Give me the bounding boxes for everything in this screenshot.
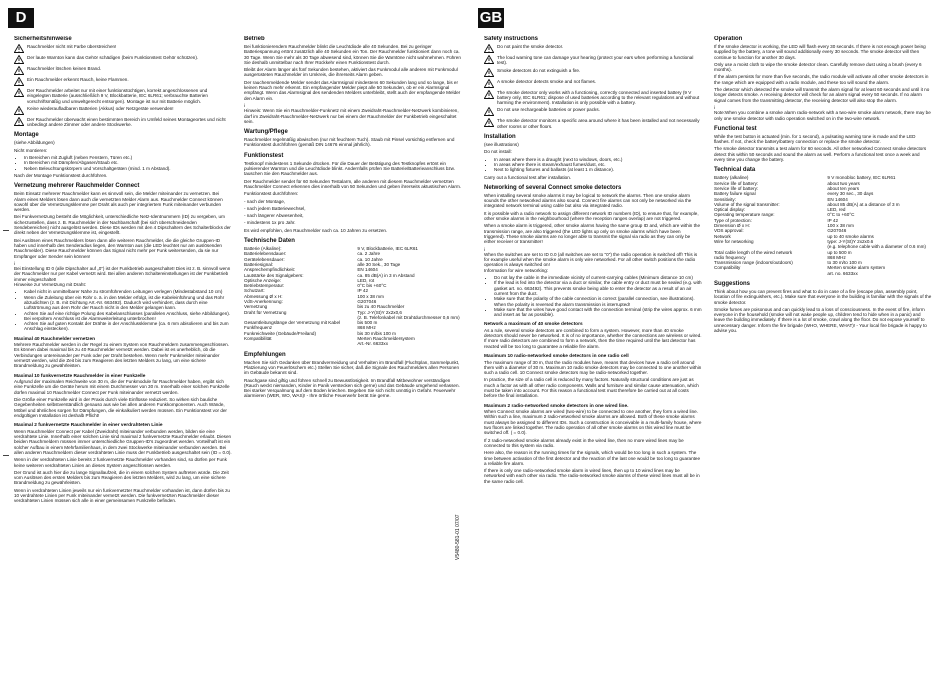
bullet-list bbox=[484, 157, 702, 173]
spec-key: Network bbox=[714, 233, 731, 239]
warning-text: The smoke detector only works with a functioning, correctly connected and inserted battery (9 V battery only, IEC 6LR61; dispose of used batteries according to the relevant regulations and without harming the environment). Installation is only possible with a battery. bbox=[497, 89, 700, 106]
paragraph: Think about how you can prevent fires and what to do in case of a fire (escape plan, assembly point, location of fire extinguishers, etc.). Make sure that everyone in the building is familiar with the signals of the smoke detector. bbox=[714, 288, 932, 305]
section-title: Technische Daten bbox=[244, 238, 295, 245]
warning-icon bbox=[14, 55, 24, 64]
spec-value: alle 30 Sek., 30 Tage bbox=[357, 261, 401, 267]
paragraph: Bei funktionierendem Rauchmelder blinkt die Leuchtdiode alle 40 Sekunden. Bei zu geringer Batteriespannung ertönt zusätzlich alle 40 Sekunden ein Ton. Der Rauchmelder funktioniert dann noch ca. 30 Tage. Wenn Sie mehr als 30 Tage abwesend sind, können Sie die Warntöne nicht wahrnehmen. Führen Sie deshalb unmittelbar nach Ihrer Rückkehr einen Funktionstest durch. bbox=[244, 44, 461, 65]
spec-value: bis 500 m bbox=[357, 320, 378, 326]
paragraph: Nach der Montage Funktionstest durchführen. bbox=[14, 172, 108, 178]
spec-value: ca. 2 Jahre bbox=[357, 251, 381, 257]
section bbox=[484, 36, 702, 129]
paragraph: The maximum range of 30 m, that the radio modules have, means that devices have a radio cell around them with a diameter of 30 m. Maximum 10 radio smoke detectors may be connected to one another within such a radio cell. 10 Connect smoke detectors may be radio-networked together. bbox=[484, 359, 702, 376]
paragraph: Der rauchenmeldende Melder sendet das Alarmsignal mindestens 60 Sekunden lang und so lange, bis er keinen Rauch mehr erkennt. Ein empfangender Melder piept alle 50 Sekunden, ob er ein Alarmsignal empfängt. Wenn das Alarmsignal des sendenden Melders unterbleibt, stellt auch der empfangende Melder den Alarm ein. bbox=[244, 79, 461, 101]
warning-icon bbox=[14, 88, 24, 97]
subsection-title: Maximal 10 funkvernetzte Rauchmelder in einer Funkzelle bbox=[14, 373, 146, 379]
subsection-title: Maximal 40 Rauchmelder vernetzen bbox=[14, 336, 96, 342]
section-title: Montage bbox=[14, 132, 39, 139]
section bbox=[714, 167, 932, 276]
warning-text: Do not use rechargeable batteries or power packs. bbox=[497, 107, 600, 113]
spec-key: Lautstärke des Signalgebers: bbox=[244, 272, 304, 278]
bullet-list bbox=[14, 155, 232, 171]
warning-item bbox=[484, 55, 702, 66]
paragraph: Machen Sie sich Gedanken über Brandvermeidung und Verhalten im Brandfall (Fluchtplan, Sammelpunkt, Platzierung von Feuerlöschern etc.) Stellen Sie sicher, daß die Signale des Rauchmelders allen Personen im Gebäude bekannt sind. bbox=[244, 359, 460, 376]
warning-text: Keine wiederaufladbaren Batterien (Akkus) oder Netzgeräte verwenden! bbox=[27, 105, 174, 111]
spec-row bbox=[244, 341, 462, 346]
paragraph: Bei Auslösen eines Rauchmelders lösen dann alle weiteren Rauchmelder, die die gleiche Gruppen-ID haben und innerhalb des Senderadius liegen, den Warnton aus (die LED leuchtet nur am auslösenden Rauchmelder). Diese Rauchmelder können das Signal nicht mehr per Funk weitersenden, da sie nur Empfänger oder Sender sein können! bbox=[14, 237, 222, 259]
section bbox=[244, 153, 462, 233]
warning-text: A smoke detector detects smoke and not flames. bbox=[497, 78, 597, 84]
section-title: Technical data bbox=[714, 167, 756, 174]
warning-text: Ein Rauchmelder erkennt Rauch, keine Flammen. bbox=[27, 77, 129, 82]
paragraph: When installing several smoke alarms it may be logical to network the alarms. Then one smoke alarm sounds the other networked alarms also sound. Connect fire alarms can not only be networked via the integrated network terminal using cable but also via integrated radio. bbox=[484, 192, 692, 209]
paragraph: When Connect smoke alarms are wired (two-wire) to be connected to one another, they form a wired line. Within such a line, maximum 2 radio-networked smoke alarms are allowed. Both of these smoke alarms must always be assigned to different IDs. Such a construction is conceivable in a multi-family house, where two floors are linked together. The radio operation of all other smoke alarms on this wired line must be switched off. ( = 0.0). bbox=[484, 409, 702, 436]
paragraph: Nicht montieren: bbox=[14, 147, 48, 153]
spec-row bbox=[714, 271, 932, 276]
spec-key: Service life of battery: bbox=[714, 185, 759, 191]
warning-item bbox=[484, 90, 702, 106]
spec-value: up to 500 m bbox=[827, 249, 852, 255]
de-column-2 bbox=[244, 36, 462, 672]
section bbox=[484, 404, 702, 484]
paragraph: - nach längerer Abwesenheit, bbox=[244, 213, 304, 219]
warning-icon bbox=[484, 79, 494, 88]
spec-value: ca. 85 dB(A) in 3 m Abstand bbox=[357, 272, 415, 278]
spec-value: IP 42 bbox=[357, 288, 369, 294]
warning-icon bbox=[484, 55, 494, 64]
section bbox=[714, 126, 932, 162]
paragraph: Rauchgase sind giftig und führen schnell zu Bewusstlosigkeit. Im Brandfall Mitbewohner verständigen (Rauch weckt niemanden, Kinder in Panik verstecken sich gerne) und das Gebäude umgehend verlassen. Bei starker Verqualmung auf dem Boden kriechen. Begeben Sie sich nicht unnötig in Gefahr. Feuerwehr alarmieren (WER, WO, WAS)! - Ihre örtliche Feuerwehr berät Sie gerne. bbox=[244, 377, 460, 399]
info-note bbox=[244, 103, 462, 124]
spec-key: Service life of battery: bbox=[714, 180, 759, 186]
paragraph: Mehrere Rauchmelder werden in der Regel zu einem System von Rauchmeldern zusammengeschlossen. Es können dabei maximal bis zu 40 Rauchmelder vernetzt werden. Dabei ist es unerheblich, ob die Verbindungen untereinander per Funk oder per Draht bestehen. Wenn mehr Funkmelder miteinander vernetzt werden, wird die Zeit bis zum Reagieren des letzten Melders zu lang, um eine sichere Brandmeldung zu gewährleisten. bbox=[14, 342, 229, 369]
spec-key: Funkreichweite (Gebäude/Freiland) bbox=[244, 330, 317, 336]
spec-value: type: J-Y(St)Y 2x2x0.6 bbox=[827, 238, 874, 244]
spec-value: Typ: J-Y(St)Y 2x2x0,6 bbox=[357, 309, 402, 315]
gb-column-2 bbox=[714, 36, 932, 672]
section bbox=[244, 352, 462, 399]
section bbox=[244, 36, 462, 124]
list-item: • Make sure that the wires have good contact with the connection terminal (strip the wires approx. 6 mm and insert as far as possible). bbox=[494, 307, 702, 318]
list-item: • Make sure that the polarity of the cable connection is correct (parallel connection, see illustrations). When the polarity is reversed the alarm transmission is interrupted! bbox=[494, 296, 702, 307]
warning-text: Rauchmelder löschen keinen Brand. bbox=[27, 66, 102, 71]
section-title: Installation bbox=[484, 134, 516, 141]
warning-icon bbox=[14, 117, 24, 126]
paragraph: When a smoke alarm is triggered, other smoke alarms having the same group ID and, which are within the transmission range, are also triggered (the LED lights up only on smoke alarms which have been triggered). These smoke alarms are no longer able to transmit the signal via radio as they can only be either receiver or transmitter! bbox=[484, 223, 701, 245]
warning-text: Der Rauchmelder überwacht einen bestimmten Bereich im Umfeld seines Montageortes und nicht unbedingt andere Zimmer oder andere Stockwerke. bbox=[27, 116, 226, 128]
warning-icon bbox=[484, 68, 494, 77]
section bbox=[484, 322, 702, 349]
spec-value: about ten years bbox=[827, 185, 860, 191]
spec-key: Type of protection: bbox=[714, 217, 752, 223]
info-note bbox=[484, 247, 702, 268]
paragraph: The smoke detector transmits a test alarm for 60 seconds. All other networked Connect smoke detectors detect this within 50 seconds and sound the alarm as well. Perform a functional test once a week and every time you change the battery. bbox=[714, 146, 927, 163]
paragraph: Aufgrund der maximalen Reichweite von 30 m, die der Funkmodule für Rauchmelder haben, ergibt sich eine Funkzelle um die Geräte herum mit einem Durchmesser von 30 m. Innerhalb einer solchen Funkzelle dürfen maximal 10 Rauchmelder Connect per Funk miteinander vernetzt werden. bbox=[14, 379, 230, 395]
section-title: Betrieb bbox=[244, 36, 265, 42]
section-title: Safety instructions bbox=[484, 36, 539, 42]
paragraph: - nach der Montage, bbox=[244, 198, 286, 204]
spec-value: 868 MHz bbox=[827, 254, 846, 260]
spec-value: every 30 sec., 30 days bbox=[827, 191, 874, 197]
spec-key: VdS-Anerkennung: bbox=[244, 298, 283, 304]
spec-value: 9 V monobloc battery, IEC 6LR61 bbox=[827, 175, 896, 181]
spec-key: Battery (alkaline) bbox=[714, 175, 749, 181]
spec-key: Batterie (Alkaline): bbox=[244, 246, 282, 252]
section bbox=[244, 129, 462, 148]
warning-item bbox=[14, 55, 232, 64]
spec-key: Optical display: bbox=[714, 207, 746, 213]
spec-key: Vernetzung bbox=[244, 304, 268, 310]
spec-key: Betriebstemperatur: bbox=[244, 283, 285, 289]
section bbox=[14, 183, 232, 331]
paragraph: - mindestens 1x pro Jahr. bbox=[244, 220, 296, 226]
spec-key bbox=[244, 341, 357, 346]
list-item: • In Bereichen mit Dämpfen/Abgasen/Staub etc. bbox=[24, 160, 232, 165]
paragraph: Only use a moist cloth to wipe the smoke detector clean. Carefully remove dust using a brush (every 6 months). bbox=[714, 61, 922, 73]
spec-key: Ansprechempfindlichkeit: bbox=[244, 267, 296, 273]
section bbox=[14, 423, 232, 503]
paragraph: Testknopf mindestens 1 Sekunde drücken. Für die Dauer der Betätigung des Testknopfes ertönt ein pulsierender Warnton und die Leuchtdiode blinkt. Andernfalls prüfen Sie Batterie/Batterieanschluss bzw. tauschen Sie den Rauchmelder aus. bbox=[244, 160, 456, 177]
section-title: Networking of several Connect smoke detectors bbox=[484, 184, 622, 191]
spec-key: Compatibility bbox=[714, 265, 741, 271]
list-item: • In Bereichen mit Zugluft (neben Fenstern, Türen etc.) bbox=[24, 155, 232, 160]
spec-key: Total cable length of the wired network bbox=[714, 249, 793, 255]
list-item: • In areas where there is steam/exhaust fumes/dust, etc. bbox=[494, 162, 702, 167]
paragraph: Do not install: bbox=[484, 149, 512, 155]
section bbox=[244, 238, 462, 347]
warning-item bbox=[14, 117, 232, 128]
subsection-title: Maximum 10 radio-networked smoke detectors in one radio cell bbox=[484, 354, 629, 360]
spec-value: about two years bbox=[827, 180, 860, 186]
warning-item bbox=[14, 44, 232, 53]
warning-text: Rauchmelder nicht mit Farbe überstreichen! bbox=[27, 44, 117, 49]
info-icon: i bbox=[714, 104, 716, 110]
paragraph: The detector which detected the smoke will transmit the alarm signal for at least 60 seconds and until it no longer detects smoke. A receiving detector will check for an alarm signal every 50 seconds. If no alarm signal comes from the transmitting detector, the receiving detector will also stop the alarm. bbox=[714, 87, 930, 103]
warning-icon bbox=[14, 66, 24, 75]
warning-item bbox=[484, 107, 702, 116]
section-title: Vernetzung mehrerer Rauchmelder Connect bbox=[14, 183, 140, 190]
spec-key: Batterielebensdauer: bbox=[244, 251, 287, 257]
spec-value: 9 V, Blockbatterie, IEC 6LR61 bbox=[357, 246, 418, 252]
paragraph: Die Größe einer Funkzelle wird in der Praxis durch viele Einflüsse reduziert. So wirken sich bauliche Gegebenheiten selbstverständlich genauso aus wie bei allen anderen Funkkomponenten. Auch Wände, Möbel und ähnliches sorgen für Dämpfungen, die einkalkuliert werden müssen. Ein Funktionstest vor der endgültigen Installation ist deshalb Pflicht! bbox=[14, 397, 227, 418]
warning-icon bbox=[14, 106, 24, 115]
section-title: Functional test bbox=[714, 125, 757, 132]
spec-value: (z. B. Telefonkabel mit Drahtdurchmesser 0,6 mm) bbox=[357, 314, 460, 320]
warning-icon bbox=[484, 107, 494, 116]
list-item: • Neben Beleuchtungskörpern und Vorschaltgeräten (mind. 1 m Abstand). bbox=[24, 166, 232, 171]
info-note-text: Bei Einstellung ID 0 (alle Dipschalter auf „0“) ist der Funkbetrieb ausgeschaltet! Dies ist z. B. sinnvoll wenn der Rauchmelder nur per Kabel vernetzt wird. Bei allen anderen Schaltereinstellungen ist der Funkbetrieb immer eingeschaltet! bbox=[14, 266, 231, 282]
paragraph: If there is only one radio-networked smoke alarm in wired lines, then up to 10 wired lines may be networked with each other via radio. The radio-networked smoke alarms of these wired lines must all be in the same radio cell. bbox=[484, 468, 700, 484]
paragraph: Hinweise zur Vernetzung mit Draht: bbox=[14, 282, 86, 288]
paragraph: Smoke fumes are poisonous and can quickly lead to a loss of consciousness. In the event of fire, inform everyone in the household (smoke will not wake people up, children tend to hide when in a panic) and leave the building immediately. If there is a lot of smoke, crawl along the floor. Do not expose yourself to unnecessary danger. Inform the fire brigade (WHO, WHERE, WHAT)! - Your local fire brigade is happy to advise you. bbox=[714, 306, 927, 334]
list-item: • Achten Sie auf guten Kontakt der Drähte in der Anschlussklemme (ca. 6 mm abisolieren und bis zum Anschlag einstecken). bbox=[24, 321, 232, 332]
spec-key: Kompatibilität bbox=[244, 336, 272, 342]
spec-value: LED, red bbox=[827, 207, 846, 213]
spec-key: Wire for networking bbox=[714, 238, 754, 244]
info-icon: i bbox=[484, 246, 486, 252]
section-title: Sicherheitshinweise bbox=[14, 36, 72, 42]
list-item: • Do not lay the cable in the immediate vicinity of current-carrying cables (Minimum distance 10 cm) bbox=[494, 275, 702, 280]
warning-item bbox=[14, 88, 232, 104]
spec-value: 0°C bis +60°C bbox=[357, 283, 387, 289]
paragraph: It is possible with a radio network to assign different network ID numbers (ID), to ensure that, for example, other smoke alarms in the neighbourhood (where the reception ranges overlap) are not triggered. bbox=[484, 210, 699, 222]
paragraph: If the smoke detector is working, the LED will flash every 30 seconds. If there is not enough power being supplied by the battery, a tone will sound additionally every 30 seconds. The smoke detector will then continue to function for another 30 days. bbox=[714, 44, 926, 60]
spec-key: VDS approval: bbox=[714, 228, 744, 234]
spec-value: EN 14604 bbox=[827, 196, 848, 202]
paragraph: While the test button is actuated (min. for 1 second), a pulsating warning tone is made and the LED flashes. If not, check the battery/battery connection or replace the smoke detector. bbox=[714, 133, 916, 145]
section bbox=[14, 374, 232, 419]
subsection-title: Network a maximum of 40 smoke detectors bbox=[484, 322, 583, 328]
list-item: • Achten Sie auf eine richtige Polung des Kabelanschlusses (parallelen Anschluss, siehe Abbildungen). Bei verpoltem Anschluss ist die Alarmweiterleitung unterbrochen! bbox=[24, 311, 232, 322]
warning-item bbox=[14, 66, 232, 75]
warning-item bbox=[14, 77, 232, 86]
spec-value: bis 30 m/bis 100 m bbox=[357, 330, 396, 336]
paragraph: (siehe Abbildungen) bbox=[14, 140, 55, 146]
section bbox=[484, 185, 702, 318]
spec-value: Merten smoke alarm system bbox=[827, 265, 886, 271]
warning-item bbox=[484, 44, 702, 53]
spec-key: Dimension Ø x H: bbox=[714, 223, 750, 229]
info-note bbox=[714, 105, 932, 121]
spec-value: 0°C to +60°C bbox=[827, 212, 855, 218]
warning-item bbox=[484, 79, 702, 88]
spec-key: Optische Anzeige: bbox=[244, 277, 282, 283]
warning-text: Der Rauchmelder arbeitet nur mit einer funktionstüchtigen, korrekt angeschlossenen und eingelegten Batterie (ausschließlich 9 V, Blockbatterie, IEC 6LR61; verbrauchte Batterien vorschriftsmäßig und umweltgerecht entsorgen). Montage ist nur mit Batterie möglich. bbox=[27, 88, 208, 104]
spec-value: IP 42 bbox=[827, 217, 839, 223]
paragraph: Der Grund ist auch hier die zu lange Signallaufzeit, die in einem solchen System auftreten würde. Die Zeit vom Auslösen des ersten Melders bis zum Reagieren des letzten Melders, wird zu lang, um eine sichere Brandmeldung zu gewährleisten. bbox=[14, 469, 229, 486]
info-note-text: Note:When you combine a smoke alarm radio-network with a two-wire smoke alarm network, there may be only one smoke detector with radio operation switched on in the two-wire network. bbox=[714, 110, 931, 121]
spec-table bbox=[714, 175, 932, 276]
warning-item bbox=[484, 118, 702, 129]
paragraph: Bei Funkvernetzung besteht die Möglichkeit, unterschiedliche Netz-Identnummern (ID) zu vergeben, um sicherzustellen, dass z. B. Rauchmelder in der Nachbarschaft (bei sich überschneidenden Sendebereichen) nicht ausgelöst werden. Diese IDs werden mit den 4 Dipschaltern des Schalterblocks der direkt neben der Vernetzungsklemme ist, eingestellt. bbox=[14, 214, 231, 236]
spec-value: LED, rot bbox=[357, 277, 375, 283]
section bbox=[14, 132, 232, 178]
spec-key bbox=[714, 271, 827, 276]
paragraph: Es wird empfohlen, den Rauchmelder nach ca. 10 Jahren zu ersetzen. bbox=[244, 227, 388, 233]
warning-text: Der laute Warnton kann das Gehör schädigen (beim Funktionstest Gehör schützen). bbox=[27, 55, 199, 60]
paragraph: If the alarm persists for more than five seconds, the radio module will activate all other smoke detectors in the range which are equipped with a radio module, and these too will sound the alarm. bbox=[714, 74, 929, 85]
section bbox=[714, 281, 932, 333]
paragraph: In practice, the size of a radio cell is reduced by many factors. Naturally structural conditions are just as much a factor as with all other radio components. Walls and furniture and similar cause attenuation, which must be taken into account. For this reason a functional test must therefore be carried out at all costs before the final installation. bbox=[484, 377, 699, 399]
section bbox=[14, 337, 232, 369]
paragraph: Carry out a functional test after installation. bbox=[484, 174, 572, 180]
bullet-list bbox=[484, 275, 702, 317]
paragraph: Bleibt der Alarm länger als fünf Sekunden bestehen, aktiviert das Funkmodul alle anderen mit Funkmodul ausgerüsteten Rauchmelder im Umkreis, die ihrerseits Alarm geben. bbox=[244, 67, 458, 78]
spec-value: EN 14604 bbox=[357, 267, 378, 273]
document-code: V5480-581-01 07/07 bbox=[455, 514, 461, 560]
section bbox=[484, 354, 702, 399]
paragraph: As a rule, several smoke detectors are combined to form a system. However, more than 40 smoke detectors should never be networked. It is of no importance, whether the connections are wireless or wired. If more radio detectors are combined to form a network, then the time required until the last detector has reacted will be too long to guarantee a reliable fire alarm. bbox=[484, 327, 702, 349]
list-item: • Next to lighting fixtures and ballasts (at least 1 m distance). bbox=[494, 167, 702, 172]
bullet-list bbox=[14, 289, 232, 331]
spec-key: Abmessung Ø x H: bbox=[244, 293, 283, 299]
section-title: Suggestions bbox=[714, 280, 751, 287]
spec-value: 868 MHz bbox=[357, 325, 376, 331]
warning-icon bbox=[484, 118, 494, 127]
spec-key: Transmission range (indoors/outdoors) bbox=[714, 260, 793, 266]
spec-key: Gerätelebensdauer: bbox=[244, 256, 285, 262]
paragraph: Wenn Rauchmelder Connect per Kabel (Zweidraht) miteinander verbunden werden, bilden sie eine verdrahtete Linie. Innerhalb einer solchen Linie sind maximal 2 funkvernetzte Rauchmelder erlaubt. Diesen beiden Rauchmeldern müssen immer unterschiedliche Gruppen-ID's zugeordnet werden. Vorteilhaft ist ein solcher Aufbau in einem Mehrfamilienhaus, in dem zwei Stockwerke miteinander verbunden werden. Bei allen anderen Rauchmeldern dieser verdrahteten Linie muss der Funkbetrieb ausgeschaltet sein (ID = 0.0). bbox=[14, 428, 232, 455]
paragraph: If 2 radio-networked smoke alarms already exist in the wired line, then no more wired lines may be connected to this system via radio. bbox=[484, 437, 684, 448]
list-item: • In areas where there is a draught (next to windows, doors, etc.) bbox=[494, 157, 702, 162]
list-item: • Kabel nicht in unmittelbarer Nähe zu stromführenden Leitungen verlegen (Mindestabstand 10 cm) bbox=[24, 289, 232, 294]
warning-text: The loud warning tone can damage your hearing (protect your ears when performing a functional test). bbox=[497, 55, 694, 66]
section-title: Funktionstest bbox=[244, 152, 284, 159]
warning-icon bbox=[14, 44, 24, 53]
warning-icon bbox=[484, 90, 494, 99]
spec-value: G207046 bbox=[357, 298, 377, 304]
warning-item bbox=[484, 68, 702, 77]
paragraph: Wenn in der verdrahteten Linie bereits 2 funkvernetzte Rauchmelder vorhanden sind, so dürfen per Funk keine weiteren verdrahteten Linien an dieses System angeschlossen werden. bbox=[14, 457, 227, 468]
spec-key: Draht für Vernetzung bbox=[244, 309, 287, 315]
section-title: Empfehlungen bbox=[244, 351, 286, 358]
section-title: Operation bbox=[714, 36, 743, 42]
subsection-title: Maximal 2 funkvernetzte Rauchmelder in einer verdrahteten Linie bbox=[14, 423, 163, 429]
spec-key: Batteriesignal: bbox=[244, 261, 274, 267]
paragraph: Wenn in verdrahteten Linien jeweils nur ein funkvernetzter Rauchmelder vorhanden ist, dann dürfen bis zu 10 verdrahtete Linien per Funk miteinander vernetzt werden. Die funkvernetzten Rauchmelder dieser verdrahteten Linien müssen sich alle in einer gemeinsamen Funkzelle befinden. bbox=[14, 487, 230, 504]
spec-value: about 85 dB(A) at a distance of 3 m bbox=[827, 201, 900, 207]
spec-key: Volume of the signal transmitter: bbox=[714, 201, 780, 207]
info-icon: i bbox=[244, 102, 246, 108]
info-note bbox=[14, 261, 232, 282]
section bbox=[714, 36, 932, 121]
paragraph: (see illustrations) bbox=[484, 142, 519, 148]
warning-text: Smoke detectors do not extinguish a fire. bbox=[497, 67, 581, 73]
spec-key: radio frequency bbox=[714, 254, 746, 260]
spec-key: Operating temperature range: bbox=[714, 212, 775, 218]
subsection-title: Maximum 2 radio-networked smoke detectors in one wired line. bbox=[484, 403, 629, 409]
warning-icon bbox=[484, 44, 494, 53]
spec-value: art. no. 6633xx bbox=[827, 270, 858, 276]
paragraph: Information for wire networking: bbox=[484, 267, 549, 273]
spec-value: up to 40 smoke alarms bbox=[827, 233, 874, 239]
paragraph: Funktionstest durchführen: bbox=[244, 191, 299, 197]
warning-item bbox=[14, 106, 232, 115]
crop-mark bbox=[3, 455, 9, 456]
paragraph: Rauchmelder regelmäßig abwischen (nur mit feuchtem Tuch). Staub mit Pinsel vorsichtig entfernen und Funktionstest durchführen (gemäß DIN 14676 einmal jährlich). bbox=[244, 137, 455, 148]
info-note-text: Hinweis: Wenn Sie ein Rauchmelder-Funknetz mit einem Zweidraht-Rauchmelder-Netzwerk kombinieren, darf im Zweidraht-Rauchmelder-Netzwerk nur bei einem der Rauchmelder der Funkbetrieb eingeschaltet sein. bbox=[244, 108, 459, 124]
spec-value: ca. 10 Jahre bbox=[357, 256, 383, 262]
list-item: • Wenn die Zuleitung über ein Rohr o. ä. in den Melder erfolgt, ist die Kabeleinführung und das Rohr abzudichten (z. B. mit Dichtung Art.-Nr. 663492). Dadurch wird verhindert, dass durch eine Luftströmung aus dem Rohr der Rauch nicht in den Melder gelangen kann. bbox=[24, 295, 232, 311]
spec-value: 100 x 38 mm bbox=[357, 293, 384, 299]
language-badge-gb: GB bbox=[479, 9, 503, 26]
spec-value: G207046 bbox=[827, 228, 847, 234]
spec-key: Funkfrequenz bbox=[244, 325, 273, 331]
warning-text: Do not paint the smoke detector. bbox=[497, 44, 564, 49]
section-title: Wartung/Pflege bbox=[244, 129, 288, 136]
spec-value: to 30 m/to 100 m bbox=[827, 260, 862, 266]
paragraph: Here also, the reason is the running times for the signals, which would be too long in such a system. The time between activation of the first detector and the reaction of the last one would be too long to guarantee a reliable fire alarm. bbox=[484, 450, 701, 466]
info-note-text: When the switches are set to ID 0.0 (all switches are set to "0") the radio operation is switched off! This is for example useful when the smoke alarm is only wire networked. For all other switch positions the radio operation is always switched on! bbox=[484, 251, 698, 268]
crop-mark bbox=[3, 230, 9, 231]
spec-table bbox=[244, 246, 462, 347]
language-badge-de: D bbox=[8, 8, 34, 28]
spec-key: Sensitivity: bbox=[714, 196, 736, 202]
paragraph: - nach jedem Batteriewechsel, bbox=[244, 205, 306, 211]
paragraph: Der Rauchmelder sendet für 60 Sekunden Testalarm, alle anderen mit diesem Rauchmelder vernetzten Rauchmelder Connect erkennen dies innerhalb von 50 Sekunden und geben ihrerseits aktustischen Alarm. bbox=[244, 178, 462, 189]
spec-value: Merten Rauchmeldersystem bbox=[357, 336, 415, 342]
warning-text: The smoke detector monitors a specific area around where it has been installed and not necessarily other rooms or other floors. bbox=[497, 118, 700, 129]
paragraph: Beim Einsatz mehrerer Rauchmelder kann es sinnvoll sein, die Melder miteinander zu vernetzen. Bei Alarm eines Melders lösen dann auch die vernetzten Melder Alarm aus. Rauchmelder Connect können sowohl über die Vernetzungsklemme per Draht als auch per integriertem Funk miteinander verbunden werden. bbox=[14, 191, 223, 213]
gb-column-1 bbox=[484, 36, 702, 672]
spec-key: Gesamtleitungslänge der Vernetzung mit Kabel bbox=[244, 320, 341, 326]
spec-key: Schutzart: bbox=[244, 288, 265, 294]
spec-value: Art.-Nr. 6633xx bbox=[357, 341, 388, 347]
info-icon: i bbox=[14, 260, 16, 266]
spec-value: bis zu 40 Rauchmelder bbox=[357, 304, 405, 310]
spec-value: (e.g. telephone cable with a diameter of 0.6 mm) bbox=[827, 244, 926, 250]
spec-key: Battery failure signal bbox=[714, 191, 756, 197]
spec-value: 100 x 38 mm bbox=[827, 223, 854, 229]
section bbox=[14, 36, 232, 127]
warning-icon bbox=[14, 77, 24, 86]
section bbox=[484, 134, 702, 180]
de-column-1 bbox=[14, 36, 232, 672]
list-item: • If the lead is fed into the detector via a duct or similar, the cable entry or duct must be sealed (e.g. with gasket art. no. 663492). This prevents smoke being able to enter the detector as a result of an air current from the duct. bbox=[494, 280, 702, 296]
